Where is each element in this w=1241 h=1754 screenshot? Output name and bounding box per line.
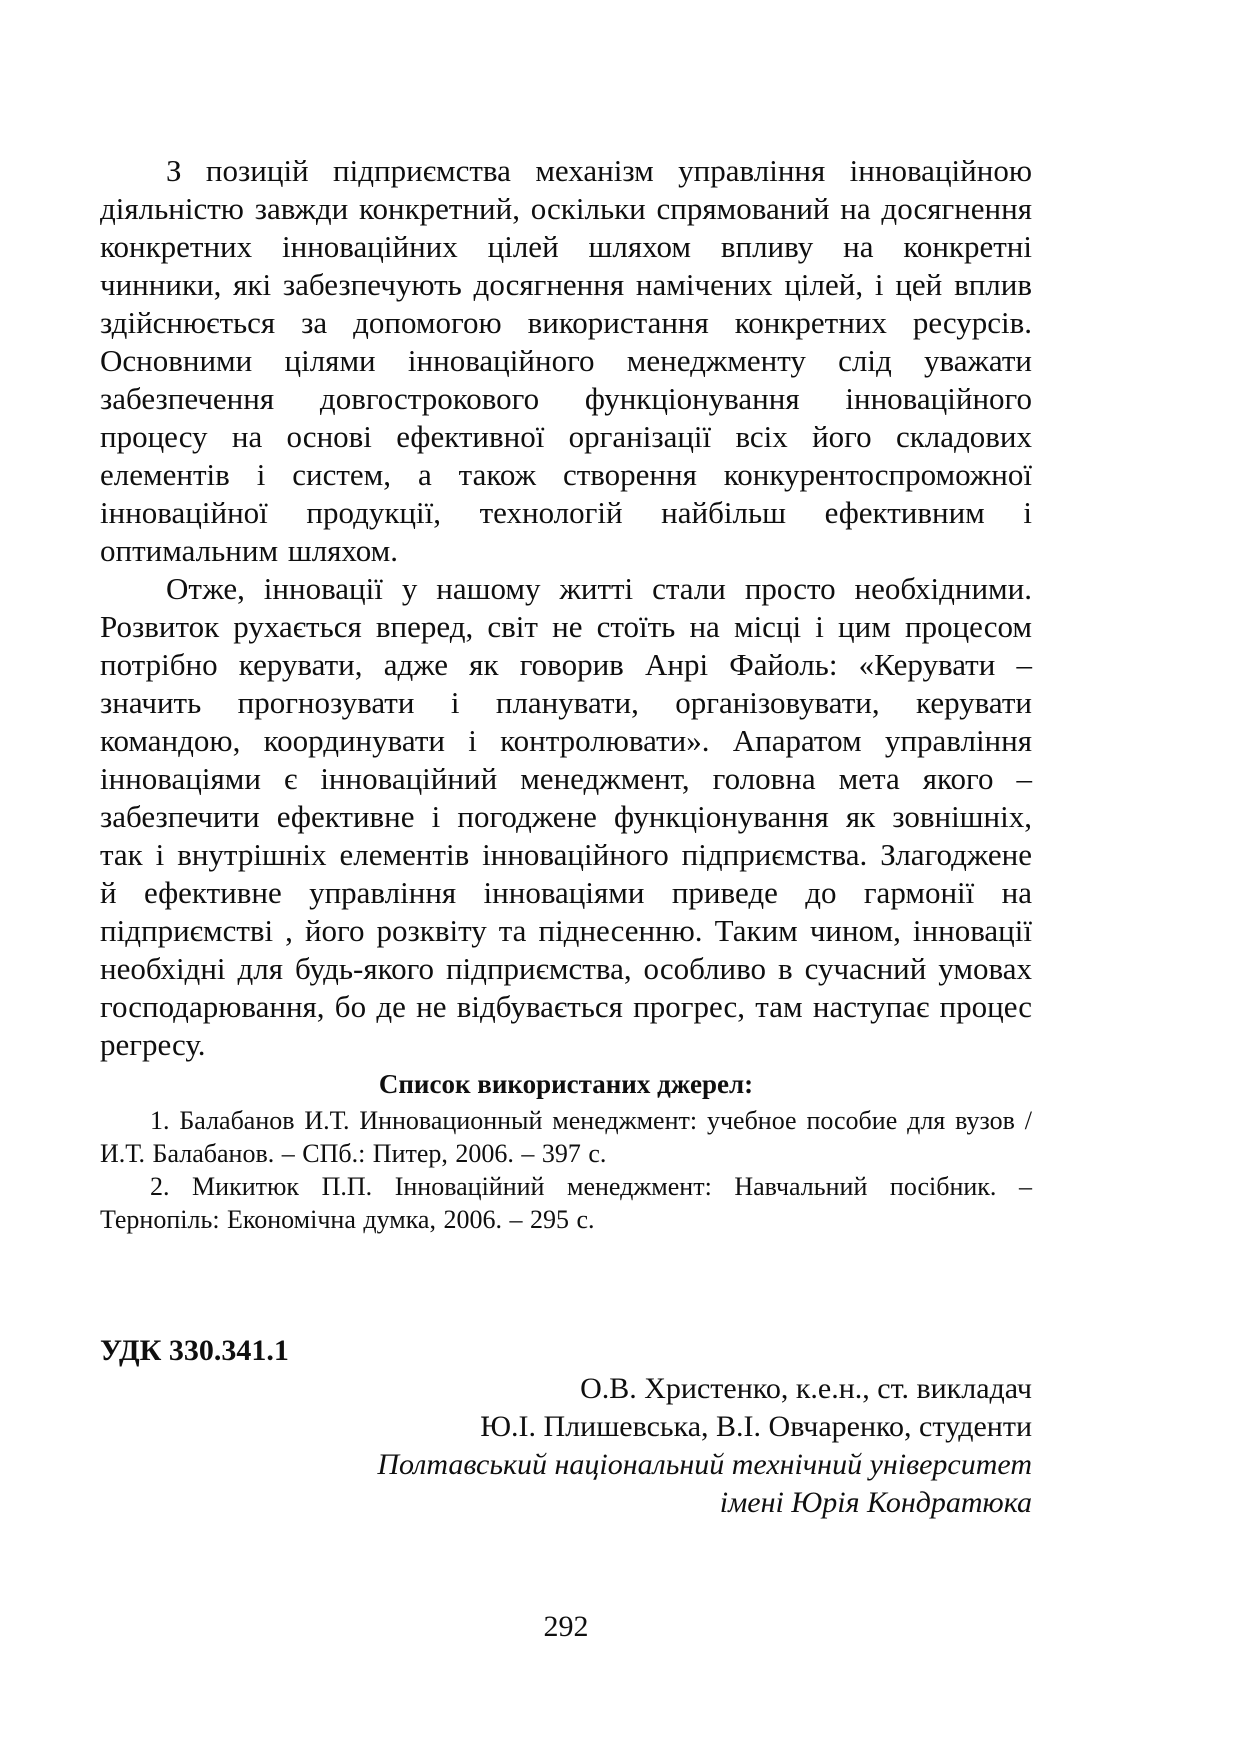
body-paragraph-2: Отже, інновації у нашому житті стали просто необхідними. Розвиток рухається вперед, світ не стоїть на місці і цим процесом потрібно керувати, адже як говорив Анрі Файоль: «Керувати – значить прогнозувати і планувати, організовувати, керувати командою, координувати і контролювати». Апаратом управління інноваціями є інноваційний менеджмент, головна мета якого – забезпечити ефективне і погоджене функціонування як зовнішніх, так і внутрішніх елементів інноваційного підприємства. Злагоджене й ефективне управління інноваціями приведе до гармонії на підприємстві , його розквіту та піднесенню. Таким чином, інновації необхідні для будь-якого підприємства, особливо в сучасний умовах господарювання, бо де не відбувається прогрес, там наступає процес регресу. — [100, 571, 1032, 1062]
references-heading: Список використаних джерел: — [378, 1069, 754, 1099]
reference-item-1: 1. Балабанов И.Т. Инновационный менеджмент: учебное пособие для вузов / И.Т. Балабанов. – СПб.: Питер, 2006. – 397 с. — [100, 1106, 1032, 1168]
authors-block — [100, 1370, 1032, 1522]
next-article-header — [100, 1332, 1032, 1522]
reference-item-2: 2. Микитюк П.П. Інноваційний менеджмент: Навчальний посібник. – Тернопіль: Економічна думка, 2006. – 295 с. — [100, 1172, 1032, 1234]
author-line-1: О.В. Христенко, к.е.н., ст. викладач — [580, 1372, 1032, 1405]
page-number: 292 — [543, 1610, 589, 1643]
text-block — [100, 152, 1032, 1236]
udc-code: УДК 330.341.1 — [100, 1334, 289, 1367]
affiliation-line-1: Полтавський національний технічний університет — [377, 1448, 1032, 1481]
author-line-2: Ю.І. Плишевська, В.І. Овчаренко, студенти — [480, 1410, 1032, 1443]
body-paragraph-1: З позицій підприємства механізм управління інноваційною діяльністю завжди конкретний, оскільки спрямований на досягнення конкретних інноваційних цілей шляхом впливу на конкретні чинники, які забезпечують досягнення намічених цілей, і цей вплив здійснюється за допомогою використання конкретних ресурсів. Основними цілями інноваційного менеджменту слід уважати забезпечення довгострокового функціонування інноваційного процесу на основі ефективної організації всіх його складових елементів і систем, а також створення конкурентоспроможної інноваційної продукції, технологій найбільш ефективним і оптимальним шляхом. — [100, 153, 1032, 568]
affiliation-line-2: імені Юрія Кондратюка — [719, 1486, 1032, 1519]
